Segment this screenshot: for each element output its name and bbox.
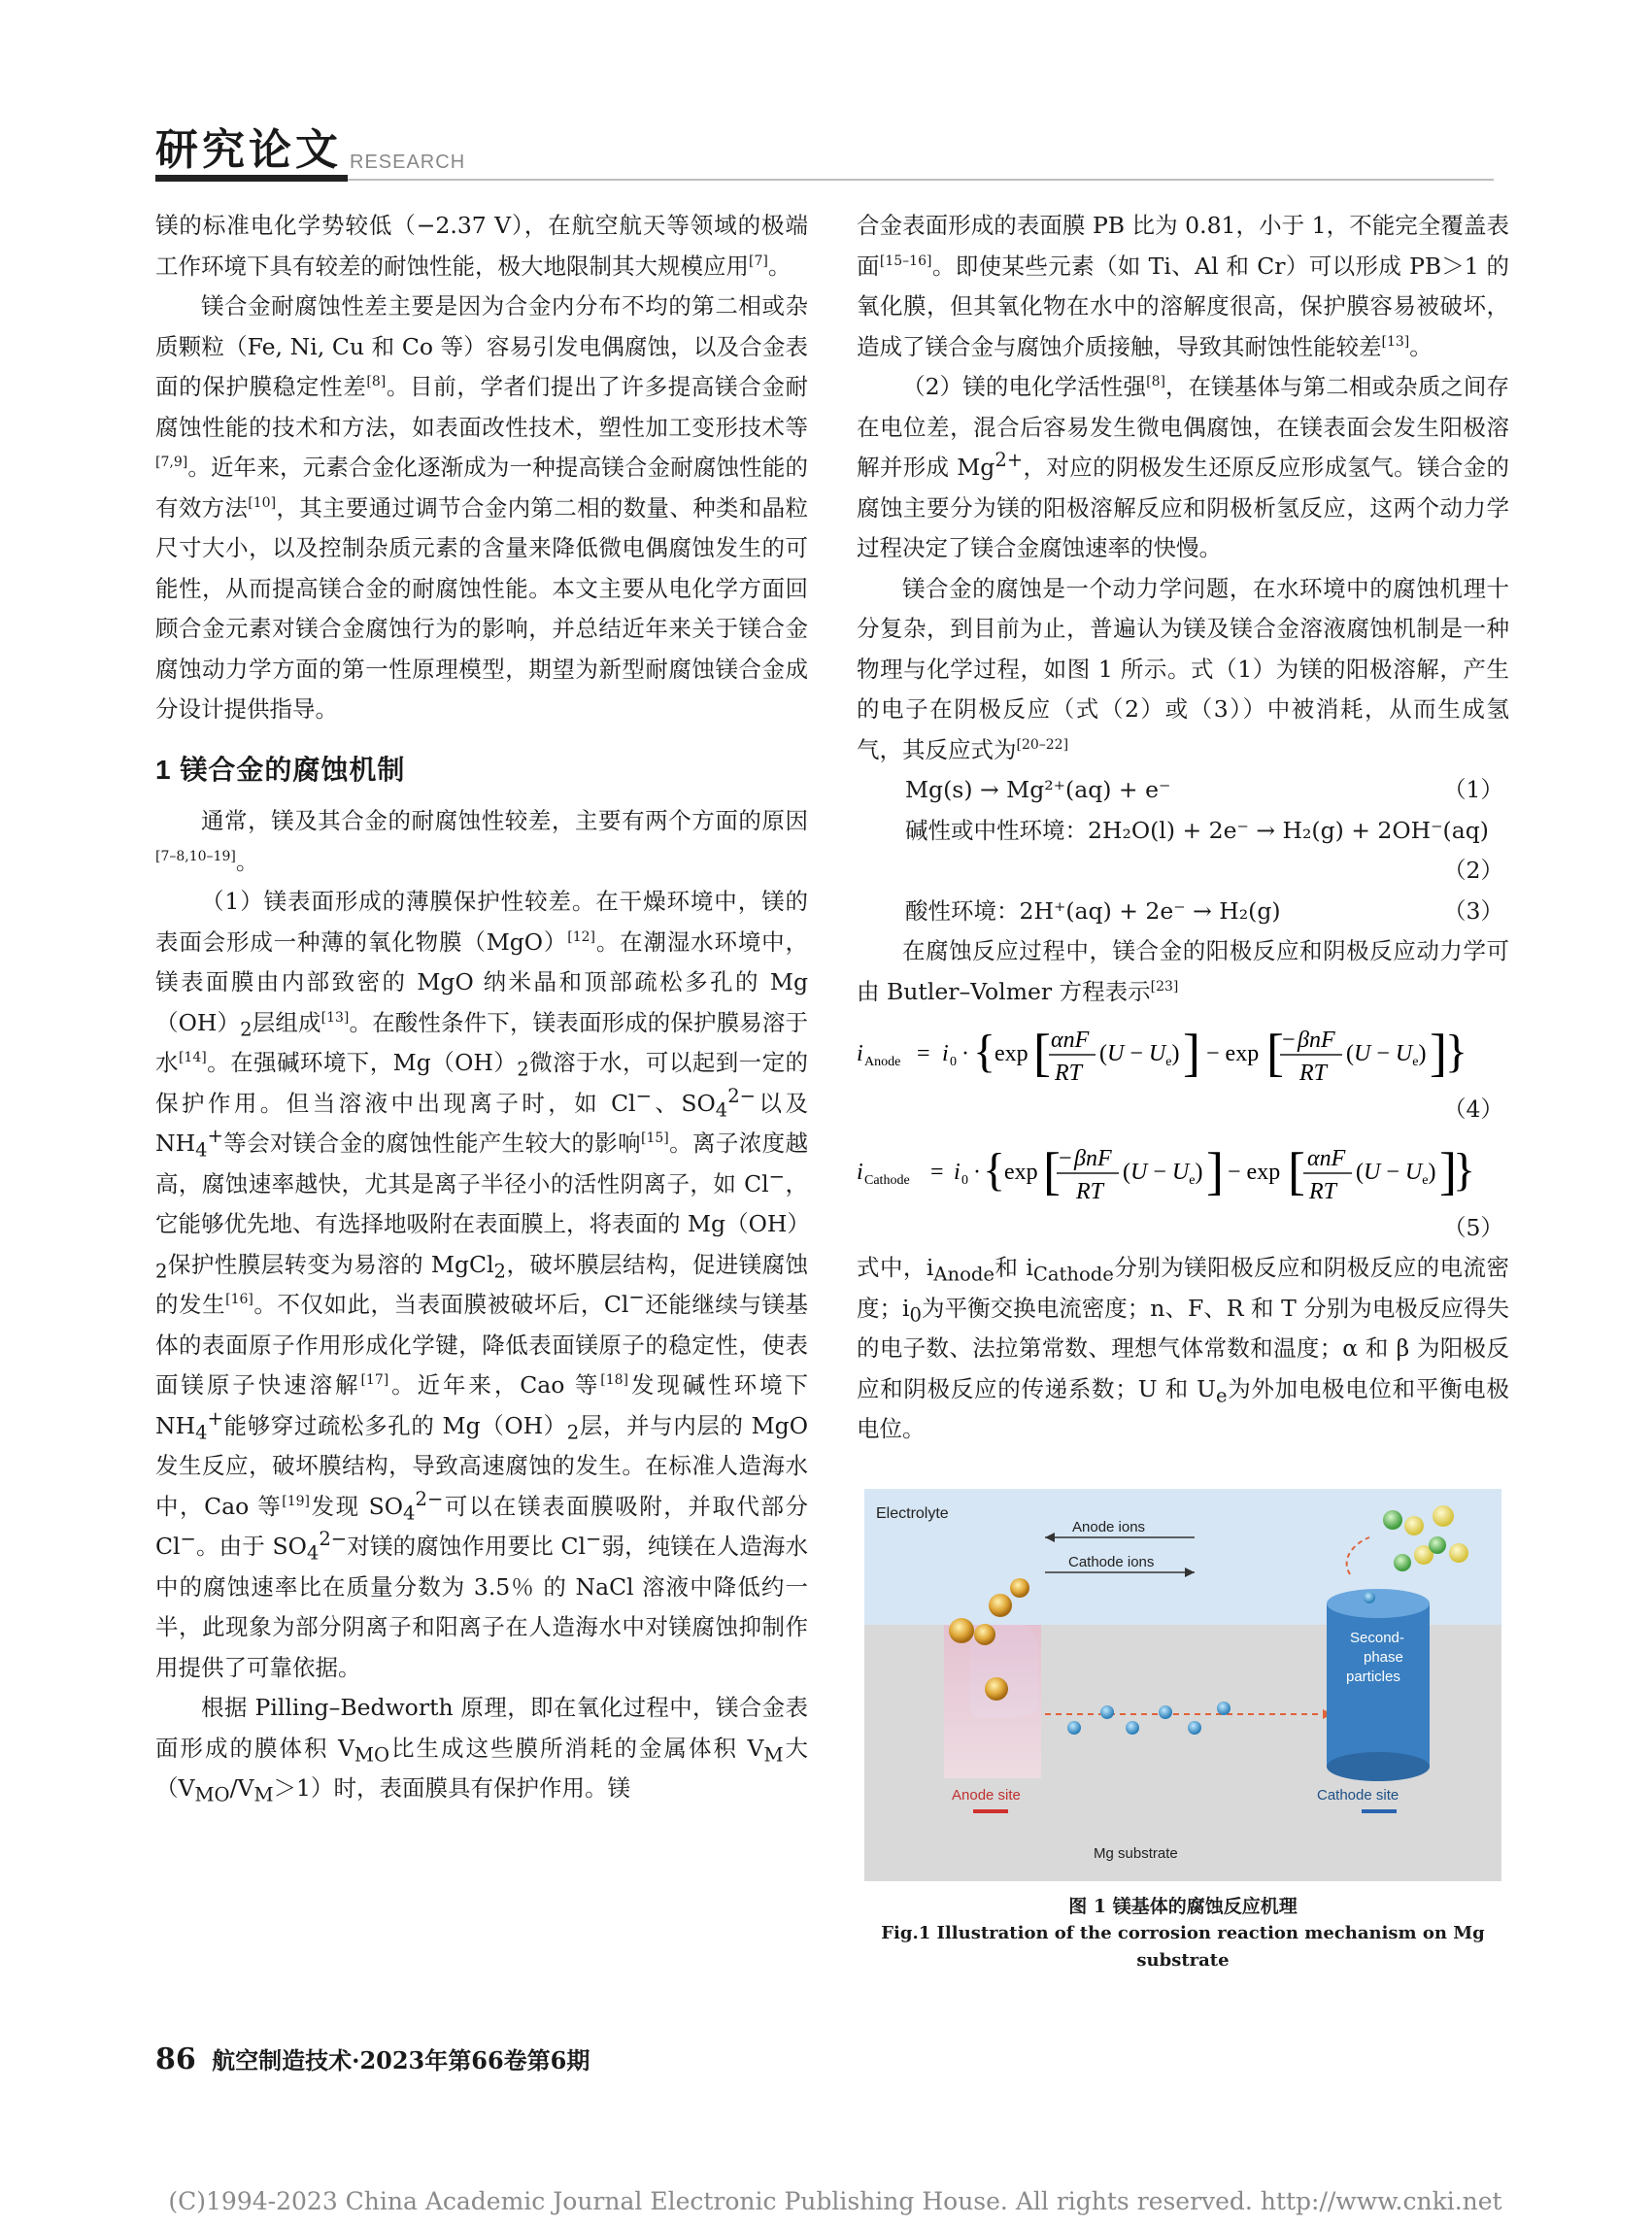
svg-text:αnF: αnF — [1307, 1145, 1346, 1171]
svg-text:i: i — [954, 1159, 961, 1185]
paragraph: 根据 Pilling–Bedworth 原理，即在氧化过程中，镁合金表面形成的膜体积 $V_{MO}$比生成这些膜所消耗的金属体积 $V_M$大$(V_{MO}/V_M>1)$时，表面膜具有保护作用。镁 — [155, 1694, 808, 1806]
page-footer — [155, 2041, 590, 2076]
svg-text:Cathode: Cathode — [864, 1172, 910, 1188]
svg-text:(U − Ue): $(U - U_e)$ — [1123, 1159, 1203, 1188]
svg-text:(U − Ue): $(U - U_e)$ — [1099, 1041, 1180, 1069]
svg-text:− exp: − exp — [1206, 1041, 1260, 1066]
svg-text:0: 0 — [950, 1055, 957, 1069]
svg-text:RT: RT — [1299, 1061, 1328, 1086]
svg-text:− exp: − exp — [1228, 1159, 1281, 1185]
paragraph: （2）镁的电化学活性强[8]，在镁基体与第二相或杂质之间存在电位差，混合后容易发生微电偶腐蚀，在镁表面会发生阳极溶解并形成 $Mg^{2+}$，对应的阴极发生还原反应形成氢气。镁合金的腐蚀主要分为镁的阳极溶解反应和阴极析氢反应，这两个动力学过程决定了镁合金腐蚀速率的快慢。 — [857, 373, 1510, 561]
paragraph: 合金表面形成的表面膜 PB 比为 0.81，小于 1，不能完全覆盖表面[15–16]。即使某些元素（如 Ti、Al 和 Cr）可以形成 PB＞1 的氧化膜，但其氧化物在水中的溶解度很高，保护膜容易被破坏，造成了镁合金与腐蚀介质接触，导致其耐蚀性能较差[13]。 — [857, 212, 1509, 360]
svg-text:]: ] — [1206, 1141, 1224, 1200]
svg-text:i: i — [857, 1159, 863, 1185]
label-second-phase-2: phase — [1364, 1648, 1403, 1666]
svg-text:=: = — [930, 1159, 944, 1185]
section-label-en: RESEARCH — [350, 152, 466, 173]
section-heading: 1 镁合金的腐蚀机制 — [155, 754, 406, 785]
header-rule-thin — [348, 179, 1494, 181]
equation-5 — [857, 1130, 1509, 1208]
svg-text:[: [ — [1266, 1024, 1284, 1082]
label-cathode-site: Cathode site — [1317, 1786, 1399, 1804]
section-label: 研究论文 — [155, 125, 342, 175]
svg-text:{: { — [983, 1143, 1006, 1196]
svg-text:·: · — [973, 1159, 981, 1185]
svg-text:=: = — [917, 1041, 930, 1066]
svg-text:−: − — [1059, 1145, 1072, 1171]
svg-text:i: i — [942, 1041, 949, 1066]
label-electrolyte: Electrolyte — [876, 1504, 949, 1522]
svg-text:Anode: Anode — [864, 1055, 901, 1069]
svg-text:βnF: βnF — [1074, 1145, 1112, 1171]
paragraph: 通常，镁及其合金的耐腐蚀性较差，主要有两个方面的原因[7–8,10–19]。 — [155, 807, 808, 875]
header-rule-thick — [155, 175, 348, 182]
equation-4 — [857, 1012, 1509, 1090]
equation-5-number: （5） — [1443, 1213, 1503, 1241]
label-cathode-ions: Cathode ions — [1068, 1553, 1155, 1570]
svg-text:{: { — [973, 1026, 996, 1077]
paragraph: 镁合金的腐蚀是一个动力学问题，在水环境中的腐蚀机理十分复杂，到目前为止，普遍认为镁及镁合金溶液腐蚀机制是一种物理与化学过程，如图 1 所示。式（1）为镁的阳极溶解，产生的电子在阴极反应（式（2）或（3））中被消耗，从而生成氢气，其反应式为[20–22] — [857, 574, 1509, 763]
figure-caption-cn: 图 1 镁基体的腐蚀反应机理 — [1068, 1895, 1298, 1917]
paragraph: 镁合金耐腐蚀性差主要是因为合金内分布不均的第二相或杂质颗粒（Fe, Ni, Cu 和 Co 等）容易引发电偶腐蚀，以及合金表面的保护膜稳定性差[8]。目前，学者们提出了许多提高镁合金耐腐蚀性能的技术和方法，如表面改性技术，塑性加工变形技术等[7,9]。近年来，元素合金化逐渐成为一种提高镁合金耐腐蚀性能的有效方法[10]，其主要通过调节合金内第二相的数量、种类和晶粒尺寸大小，以及控制杂质元素的含量来降低微电偶腐蚀发生的可能性，从而提高镁合金的耐腐蚀性能。本文主要从电化学方面回顾合金元素对镁合金腐蚀行为的影响，并总结近年来关于镁合金腐蚀动力学方面的第一性原理模型，期望为新型耐腐蚀镁合金成分设计提供指导。 — [155, 292, 809, 723]
label-anode-ions: Anode ions — [1072, 1518, 1146, 1535]
svg-text:(U − Ue): $(U - U_e)$ — [1346, 1041, 1427, 1069]
figure-1 — [857, 1489, 1509, 1974]
figure-caption-en: Fig.1 Illustration of the corrosion reaction mechanism on Mg substrate — [881, 1922, 1485, 1971]
equation-1: Mg(s) → Mg²⁺(aq) + e⁻ （1） — [905, 776, 1503, 803]
svg-text:i: i — [857, 1041, 863, 1066]
figure-1-diagram — [864, 1489, 1501, 1881]
paragraph: 镁的标准电化学势较低（−2.37 V），在航空航天等领域的极端工作环境下具有较差的耐蚀性能，极大地限制其大规模应用[7]。 — [155, 212, 808, 280]
svg-text:exp: exp — [995, 1041, 1028, 1066]
svg-text:]: ] — [1430, 1024, 1447, 1082]
paragraph: 式中，$i_{Anode}$和 $i_{Cathode}$分别为镁阳极反应和阴极反应的电流密度；$i_0$为平衡交换电流密度；n、F、R 和 T 分别为电极反应得失的电子数、法拉第常数、理想气体常数和温度；α 和 β 为阳极反应和阴极反应的传递系数；U 和 $U_e$为外加电极电位和平衡电极电位。 — [857, 1254, 1509, 1442]
svg-text:RT: RT — [1309, 1178, 1337, 1204]
right-column — [857, 206, 1509, 1974]
svg-text:]: ] — [1183, 1024, 1200, 1082]
label-second-phase-1: Second- — [1350, 1629, 1404, 1646]
equation-3: 酸性环境：2H⁺(aq) + 2e⁻ → H₂(g) （3） — [905, 896, 1503, 925]
svg-text:RT: RT — [1055, 1061, 1083, 1086]
equation-4-number: （4） — [1443, 1096, 1503, 1123]
copyright-notice: (C)1994-2023 China Academic Journal Electronic Publishing House. All rights reserved. http://www.cnki.net — [168, 2187, 1502, 2215]
svg-text:−: − — [1282, 1028, 1296, 1053]
svg-text:RT: RT — [1076, 1178, 1104, 1204]
svg-text:}: } — [1445, 1026, 1468, 1077]
equation-2: 碱性或中性环境：2H₂O(l) + 2e⁻ → H₂(g) + 2OH⁻(aq) — [905, 816, 1489, 844]
svg-text:(U − Ue): $(U - U_e)$ — [1356, 1159, 1436, 1188]
journal-info: 航空制造技术·2023年第66卷第6期 — [212, 2046, 590, 2074]
svg-text:αnF: αnF — [1051, 1028, 1090, 1053]
svg-text:}: } — [1453, 1143, 1476, 1196]
svg-text:[: [ — [1043, 1141, 1061, 1200]
label-second-phase-3: particles — [1346, 1668, 1400, 1685]
page-number: 86 — [155, 2042, 196, 2076]
svg-text:]: ] — [1439, 1141, 1457, 1200]
svg-text:βnF: βnF — [1298, 1028, 1335, 1053]
equation-2-number: （2） — [1443, 857, 1503, 884]
svg-text:0: 0 — [961, 1172, 968, 1188]
paragraph: 在腐蚀反应过程中，镁合金的阳极反应和阴极反应动力学可由 Butler–Volmer 方程表示[23] — [857, 937, 1509, 1005]
left-column — [155, 206, 808, 1809]
svg-text:·: · — [961, 1041, 969, 1066]
label-mg-substrate: Mg substrate — [1094, 1844, 1178, 1862]
paragraph: （1）镁表面形成的薄膜保护性较差。在干燥环境中，镁的表面会形成一种薄的氧化物膜（MgO）[12]。在潮湿水环境中，镁表面膜由内部致密的 MgO 纳米晶和顶部疏松多孔的 $Mg(OH)_2$层组成[13]。在酸性条件下，镁表面形成的保护膜易溶于水[14]。在强碱环境下，$Mg(OH)_2$微溶于水，可以起到一定的保护作用。但当溶液中出现离子时，如 Cl−、$SO_4^{2-}$以及 $NH_4^+$等会对镁合金的腐蚀性能产生较大的影响[15]。离子浓度越高，腐蚀速率越快，尤其是离子半径小的活性阴离子，如 Cl−，它能够优先地、有选择地吸附在表面膜上，将表面的 $Mg(OH)_2$保护性膜层转变为易溶的 MgCl$_2$，破坏膜层结构，促进镁腐蚀的发生[16]。不仅如此，当表面膜被破坏后，Cl−还能继续与镁基体的表面原子作用形成化学键，降低表面镁原子的稳定性，使表面镁原子快速溶解[17]。近年来，Cao 等[18]发现碱性环境下 $NH_4^+$能够穿过疏松多孔的 $Mg(OH)_2$层，并与内层的 MgO 发生反应，破坏膜结构，导致高速腐蚀的发生。在标准人造海水中，Cao 等[19]发现 $SO_4^{2-}$可以在镁表面膜吸附，并取代部分 Cl−。由于 $SO_4^{2-}$对镁的腐蚀作用要比 Cl−弱，纯镁在人造海水中的腐蚀速率比在质量分数为 3.5％ 的 NaCl 溶液中降低约一半，此现象为部分阴离子和阳离子在人造海水中对镁腐蚀抑制作用提供了可靠依据。 — [155, 888, 810, 1681]
label-anode-site: Anode site — [952, 1786, 1021, 1804]
svg-text:[: [ — [1288, 1141, 1305, 1200]
svg-text:exp: exp — [1004, 1159, 1038, 1185]
svg-text:[: [ — [1033, 1024, 1051, 1082]
